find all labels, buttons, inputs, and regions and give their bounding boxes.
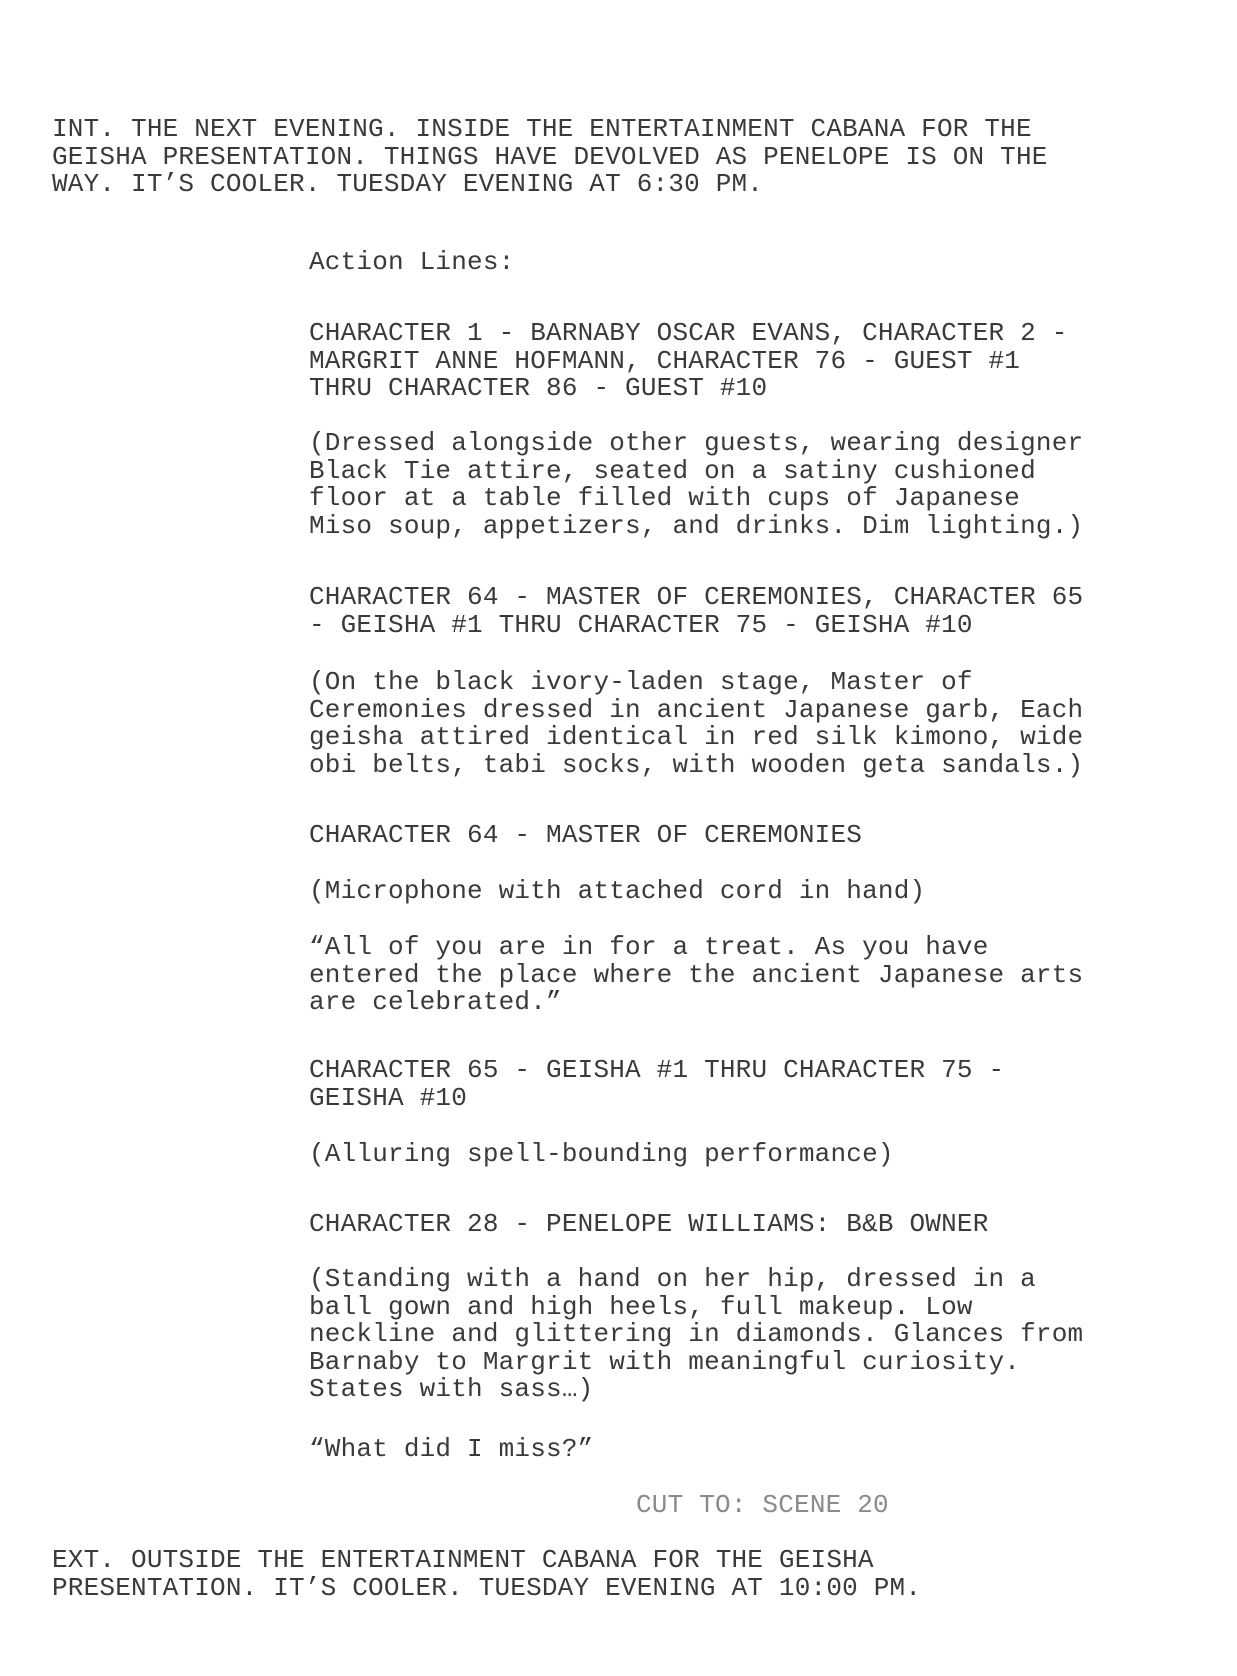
action-guests: (Dressed alongside other guests, wearing designer Black Tie attire, seated on a satiny cushioned floor at a table filled with cups of Japanese Miso soup, appetizers, and drinks. Dim lighting.) (309, 428, 1084, 541)
parenthetical-performance: (Alluring spell-bounding performance) (309, 1139, 894, 1169)
dialogue-master-of-ceremonies: “All of you are in for a treat. As you have entered the place where the ancient Japanese arts are celebrated.” (309, 932, 1084, 1017)
character-penelope: CHARACTER 28 - PENELOPE WILLIAMS: B&B OWNER (309, 1209, 989, 1239)
scene-heading-ext: EXT. OUTSIDE THE ENTERTAINMENT CABANA FOR THE GEISHA PRESENTATION. IT’S COOLER. TUESDAY EVENING AT 10:00 PM. (52, 1545, 922, 1603)
character-master-of-ceremonies: CHARACTER 64 - MASTER OF CEREMONIES (309, 820, 863, 850)
character-list-geisha: CHARACTER 64 - MASTER OF CEREMONIES, CHARACTER 65 - GEISHA #1 THRU CHARACTER 75 - GEISHA #10 (309, 582, 1084, 640)
action-lines-label: Action Lines: (309, 247, 515, 277)
action-penelope: (Standing with a hand on her hip, dressed in a ball gown and high heels, full makeup. Low neckline and glittering in diamonds. Glances from Barnaby to Margrit with meaningful curiosity. States with sass…) (309, 1264, 1084, 1404)
character-list-guests: CHARACTER 1 - BARNABY OSCAR EVANS, CHARACTER 2 - MARGRIT ANNE HOFMANN, CHARACTER 76 - GUEST #1 THRU CHARACTER 86 - GUEST #10 (309, 318, 1068, 403)
transition-cut-to: CUT TO: SCENE 20 (636, 1490, 889, 1520)
scene-heading-int: INT. THE NEXT EVENING. INSIDE THE ENTERTAINMENT CABANA FOR THE GEISHA PRESENTATION. THINGS HAVE DEVOLVED AS PENELOPE IS ON THE WAY. IT’S COOLER. TUESDAY EVENING AT 6:30 PM. (52, 114, 1048, 199)
character-list-geisha-performance: CHARACTER 65 - GEISHA #1 THRU CHARACTER 75 - GEISHA #10 (309, 1055, 1005, 1113)
action-stage: (On the black ivory-laden stage, Master of Ceremonies dressed in ancient Japanese garb, Each geisha attired identical in red silk kimono, wide obi belts, tabi socks, with wooden geta sandals.) (309, 667, 1084, 780)
dialogue-penelope: “What did I miss?” (309, 1434, 594, 1464)
parenthetical-microphone: (Microphone with attached cord in hand) (309, 876, 926, 906)
